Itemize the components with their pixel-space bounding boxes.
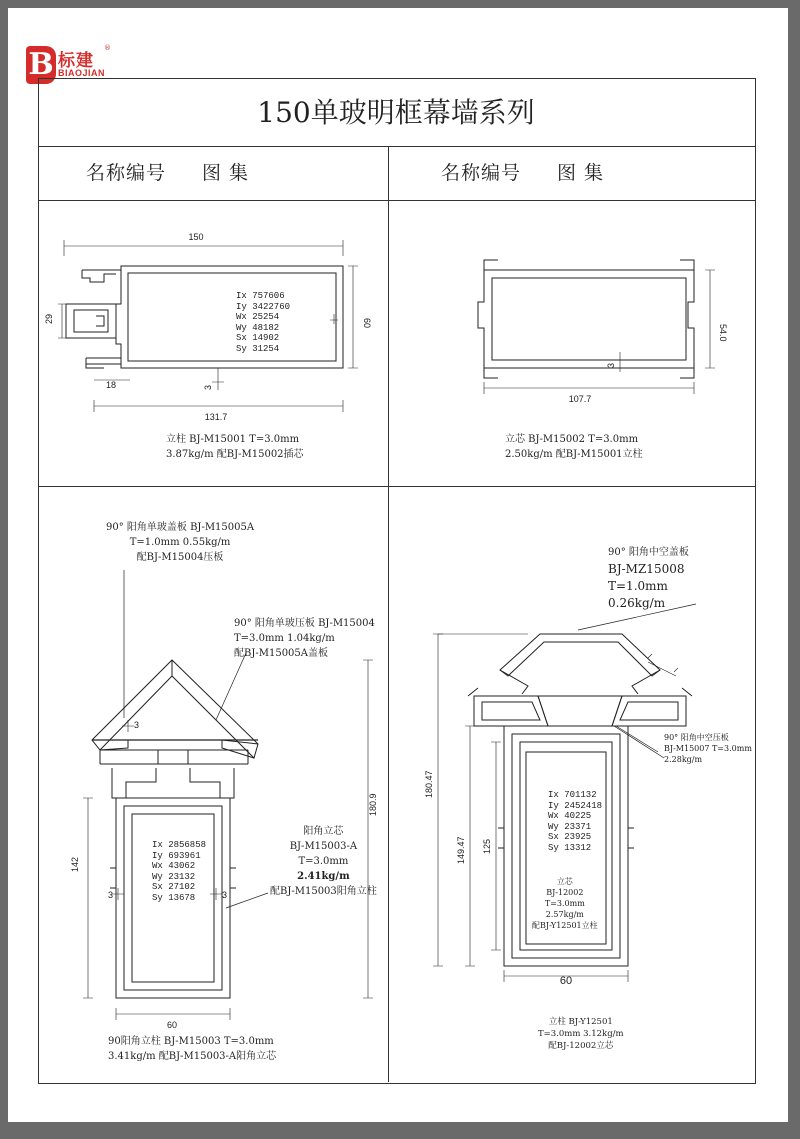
p4-core-1: 立芯 [556,877,573,886]
p3-prop-sy: Sy 13678 [152,892,196,903]
right-atlas-heading: 图 集 [557,162,605,184]
p4-caption-line1: 立柱 BJ-Y12501 [548,1017,613,1027]
p4-core-5: 配BJ-Y12501立柱 [532,921,598,930]
p4-label-cover-3: T=1.0mm [608,579,668,593]
p3-label-core-5: 配BJ-M15003阳角立柱 [270,886,377,897]
p1-prop-wy: Wy 48182 [236,322,280,333]
p3-label-press-3: 配BJ-M15005A盖板 [234,648,329,659]
logo-mark: B [26,46,56,84]
p3-prop-sx: Sx 27102 [152,882,196,892]
p3-label-core-4: 2.41kg/m [297,871,350,882]
p4-dim-149: 149.47 [456,836,466,864]
p3-label-core-2: BJ-M15003-A [289,841,358,852]
p4-core-label [532,876,598,931]
logo-cn: 标建 [58,51,94,71]
p3-prop-ix: Ix 2856858 [152,840,207,850]
p4-label-press-1: 90° 阳角中空压板 [664,733,729,742]
p1-dim-width: 150 [188,232,204,242]
p3-dim-142: 142 [70,856,80,872]
p4-core-4: 2.57kg/m [545,910,584,919]
right-name-heading: 名称编号 [441,162,522,184]
p4-label-cover-2: BJ-MZ15008 [608,562,685,576]
p3-label-core-3: T=3.0mm [298,856,349,867]
p1-caption-line1: 立柱 BJ-M15001 T=3.0mm [166,434,300,445]
p1-prop-sy: Sy 31254 [236,343,280,354]
p2-dim-height: 54.0 [718,324,728,342]
p4-dim-125: 125 [482,838,492,854]
p1-prop-iy: Iy 3422760 [236,301,291,312]
p3-dim-t3b: 3 [108,890,114,900]
p4-section-properties [548,790,602,853]
p1-prop-wx: Wx 25254 [236,312,280,322]
p3-label-core-1: 阳角立芯 [303,826,344,837]
p1-dim-18: 18 [106,380,117,390]
drawing-sheet [8,8,788,1122]
p4-caption [538,1016,624,1052]
p4-core-3: T=3.0mm [544,899,585,908]
p3-label-press-2: T=3.0mm 1.04kg/m [234,633,335,644]
p3-label-cover-3: 配BJ-M15004压板 [136,552,224,563]
p4-prop-ix: Ix 701132 [548,790,597,800]
profile-y12501-drawing [8,8,800,1139]
p4-label-cover-4: 0.26kg/m [608,596,666,610]
p4-prop-iy: Iy 2452418 [548,800,603,811]
p3-dim-180: 180.9 [368,793,378,816]
p4-prop-sy: Sy 13312 [548,842,592,853]
p3-dim-t3a: 3 [134,720,140,730]
p3-prop-wy: Wy 23132 [152,871,196,882]
p4-prop-wy: Wy 23371 [548,821,592,832]
p4-prop-wx: Wx 40225 [548,811,592,821]
p4-core-2: BJ-12002 [546,888,584,897]
p4-prop-sx: Sx 23925 [548,832,592,842]
p4-label-press-2: BJ-M15007 T=3.0mm [664,744,752,753]
p3-caption-line2: 3.41kg/m 配BJ-M15003-A阳角立芯 [108,1051,277,1062]
p3-caption-line1: 90阳角立柱 BJ-M15003 T=3.0mm [108,1036,274,1047]
p4-label-press-3: 2.28kg/m [664,755,703,764]
p1-dim-29: 29 [44,313,54,324]
p4-label-cover-1: 90° 阳角中空盖板 [608,547,689,558]
p2-caption-line2: 2.50kg/m 配BJ-M15001立柱 [505,449,643,460]
p1-prop-sx: Sx 14902 [236,333,280,343]
p4-caption-line2: T=3.0mm 3.12kg/m [538,1029,624,1039]
p4-dim-180: 180.47 [424,770,434,798]
p3-prop-wx: Wx 43062 [152,861,196,871]
p3-label-cover-1: 90° 阳角单玻盖板 BJ-M15005A [106,522,255,533]
left-atlas-heading: 图 集 [202,162,250,184]
left-name-heading: 名称编号 [86,162,167,184]
p3-label-cover-2: T=1.0mm 0.55kg/m [129,537,231,548]
p1-dim-131: 131.7 [204,412,228,422]
logo-reg: ® [104,44,111,52]
logo-en: BIAOJIAN [58,68,106,78]
p1-caption-line2: 3.87kg/m 配BJ-M15002插芯 [166,449,304,460]
p1-prop-ix: Ix 757606 [236,291,285,301]
p1-dim-height: 60 [362,318,372,329]
p3-dim-t3c: 3 [222,890,228,900]
p2-dim-width: 107.7 [568,394,592,404]
p3-label-press-1: 90° 阳角单玻压板 BJ-M15004 [234,618,375,629]
p4-caption-line3: 配BJ-12002立芯 [548,1041,614,1051]
p1-dim-t3: 3 [203,384,213,390]
p3-dim-60: 60 [166,1020,178,1030]
p3-prop-iy: Iy 693961 [152,850,201,861]
page-title: 150单玻明框幕墙系列 [257,96,535,129]
p2-caption-line1: 立芯 BJ-M15002 T=3.0mm [505,434,639,445]
p2-dim-t3: 3 [606,362,616,368]
p4-dim-60: 60 [559,975,573,987]
